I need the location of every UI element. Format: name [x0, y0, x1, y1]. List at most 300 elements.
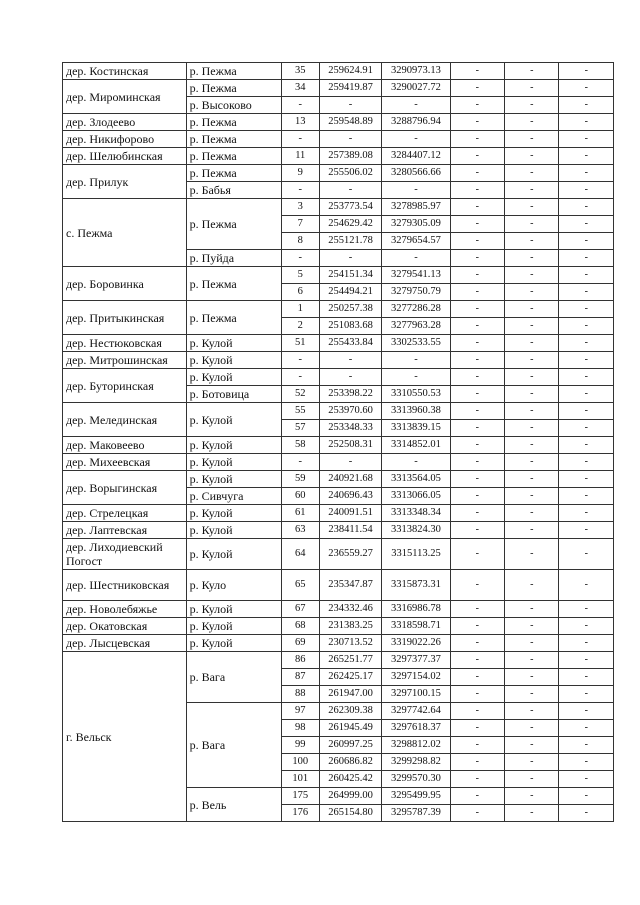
coordinate-y-cell: -	[382, 369, 450, 386]
settlement-cell: дер. Митрошинская	[63, 352, 187, 369]
point-number-cell: 98	[281, 720, 319, 737]
point-number-cell: 68	[281, 618, 319, 635]
value-cell-3: -	[559, 233, 614, 250]
coordinate-y-cell: 3288796.94	[382, 114, 450, 131]
point-number-cell: 57	[281, 420, 319, 437]
point-number-cell: -	[281, 131, 319, 148]
value-cell-2: -	[505, 216, 559, 233]
table-row	[63, 369, 614, 386]
settlement-cell: дер. Мелединская	[63, 403, 187, 437]
value-cell-2: -	[505, 318, 559, 335]
coordinate-x-cell: 255121.78	[319, 233, 382, 250]
value-cell-2: -	[505, 250, 559, 267]
value-cell-1: -	[450, 97, 504, 114]
river-cell: р. Кулой	[186, 454, 281, 471]
point-number-cell: -	[281, 182, 319, 199]
coordinate-y-cell: 3295787.39	[382, 805, 450, 822]
coordinate-x-cell: 240091.51	[319, 505, 382, 522]
point-number-cell: 35	[281, 63, 319, 80]
value-cell-1: -	[450, 754, 504, 771]
document-page	[62, 62, 614, 822]
value-cell-3: -	[559, 63, 614, 80]
table-row	[63, 403, 614, 420]
value-cell-1: -	[450, 352, 504, 369]
table-row	[63, 199, 614, 216]
value-cell-3: -	[559, 335, 614, 352]
value-cell-3: -	[559, 635, 614, 652]
river-cell: р. Пежма	[186, 165, 281, 182]
value-cell-3: -	[559, 570, 614, 601]
coordinate-y-cell: 3315873.31	[382, 570, 450, 601]
coordinate-y-cell: 3313348.34	[382, 505, 450, 522]
coordinate-x-cell: 235347.87	[319, 570, 382, 601]
river-cell: р. Вага	[186, 703, 281, 788]
point-number-cell: -	[281, 369, 319, 386]
value-cell-1: -	[450, 805, 504, 822]
value-cell-3: -	[559, 97, 614, 114]
value-cell-2: -	[505, 539, 559, 570]
value-cell-2: -	[505, 352, 559, 369]
value-cell-3: -	[559, 284, 614, 301]
coordinate-x-cell: -	[319, 250, 382, 267]
river-cell: р. Пежма	[186, 301, 281, 335]
settlement-cell: дер. Ворыгинская	[63, 471, 187, 505]
coordinate-x-cell: 261945.49	[319, 720, 382, 737]
value-cell-1: -	[450, 471, 504, 488]
coordinate-y-cell: 3313564.05	[382, 471, 450, 488]
river-cell: р. Пежма	[186, 114, 281, 131]
settlement-cell: дер. Лаптевская	[63, 522, 187, 539]
value-cell-2: -	[505, 805, 559, 822]
value-cell-2: -	[505, 80, 559, 97]
value-cell-2: -	[505, 233, 559, 250]
value-cell-1: -	[450, 63, 504, 80]
coordinate-y-cell: -	[382, 182, 450, 199]
value-cell-3: -	[559, 80, 614, 97]
coordinate-x-cell: 259548.89	[319, 114, 382, 131]
settlement-cell: дер. Мироминская	[63, 80, 187, 114]
point-number-cell: 175	[281, 788, 319, 805]
point-number-cell: 65	[281, 570, 319, 601]
value-cell-3: -	[559, 471, 614, 488]
value-cell-1: -	[450, 737, 504, 754]
value-cell-1: -	[450, 318, 504, 335]
value-cell-2: -	[505, 148, 559, 165]
value-cell-2: -	[505, 703, 559, 720]
point-number-cell: 99	[281, 737, 319, 754]
coordinate-y-cell: 3318598.71	[382, 618, 450, 635]
value-cell-1: -	[450, 505, 504, 522]
river-cell: р. Пежма	[186, 63, 281, 80]
value-cell-2: -	[505, 386, 559, 403]
value-cell-2: -	[505, 522, 559, 539]
value-cell-1: -	[450, 403, 504, 420]
coordinate-x-cell: 253773.54	[319, 199, 382, 216]
point-number-cell: 59	[281, 471, 319, 488]
value-cell-1: -	[450, 369, 504, 386]
value-cell-2: -	[505, 771, 559, 788]
value-cell-2: -	[505, 369, 559, 386]
coordinate-x-cell: 234332.46	[319, 601, 382, 618]
coordinate-x-cell: -	[319, 352, 382, 369]
value-cell-2: -	[505, 97, 559, 114]
coordinate-x-cell: 259419.87	[319, 80, 382, 97]
value-cell-3: -	[559, 454, 614, 471]
river-cell: р. Кулой	[186, 352, 281, 369]
value-cell-3: -	[559, 669, 614, 686]
point-number-cell: 9	[281, 165, 319, 182]
value-cell-3: -	[559, 488, 614, 505]
coordinate-x-cell: -	[319, 182, 382, 199]
value-cell-1: -	[450, 437, 504, 454]
value-cell-2: -	[505, 114, 559, 131]
value-cell-3: -	[559, 250, 614, 267]
river-cell: р. Кулой	[186, 601, 281, 618]
value-cell-2: -	[505, 505, 559, 522]
point-number-cell: -	[281, 97, 319, 114]
coordinate-x-cell: 265251.77	[319, 652, 382, 669]
coordinate-y-cell: 3290973.13	[382, 63, 450, 80]
value-cell-3: -	[559, 386, 614, 403]
point-number-cell: 176	[281, 805, 319, 822]
point-number-cell: 6	[281, 284, 319, 301]
value-cell-3: -	[559, 420, 614, 437]
value-cell-3: -	[559, 301, 614, 318]
coordinate-x-cell: 254629.42	[319, 216, 382, 233]
value-cell-1: -	[450, 601, 504, 618]
value-cell-1: -	[450, 267, 504, 284]
table-row	[63, 454, 614, 471]
table-row	[63, 618, 614, 635]
value-cell-1: -	[450, 114, 504, 131]
value-cell-2: -	[505, 403, 559, 420]
coordinate-x-cell: 261947.00	[319, 686, 382, 703]
table-row	[63, 131, 614, 148]
table-row	[63, 505, 614, 522]
coordinate-y-cell: 3290027.72	[382, 80, 450, 97]
river-cell: р. Пежма	[186, 199, 281, 250]
value-cell-3: -	[559, 505, 614, 522]
point-number-cell: 13	[281, 114, 319, 131]
value-cell-2: -	[505, 618, 559, 635]
river-cell: р. Вель	[186, 788, 281, 822]
settlement-cell: дер. Новолебяжье	[63, 601, 187, 618]
coordinate-y-cell: 3277286.28	[382, 301, 450, 318]
river-cell: р. Кулой	[186, 505, 281, 522]
point-number-cell: 58	[281, 437, 319, 454]
coordinate-x-cell: 260997.25	[319, 737, 382, 754]
value-cell-3: -	[559, 403, 614, 420]
settlement-cell: дер. Шестниковская	[63, 570, 187, 601]
river-cell: р. Пежма	[186, 267, 281, 301]
point-number-cell: 55	[281, 403, 319, 420]
coordinate-x-cell: 252508.31	[319, 437, 382, 454]
table-row	[63, 80, 614, 97]
settlement-cell: дер. Маковеево	[63, 437, 187, 454]
coordinate-y-cell: 3302533.55	[382, 335, 450, 352]
value-cell-1: -	[450, 703, 504, 720]
coordinate-y-cell: 3297377.37	[382, 652, 450, 669]
point-number-cell: 60	[281, 488, 319, 505]
value-cell-1: -	[450, 454, 504, 471]
table-row	[63, 570, 614, 601]
value-cell-2: -	[505, 267, 559, 284]
point-number-cell: -	[281, 250, 319, 267]
value-cell-2: -	[505, 720, 559, 737]
coordinate-y-cell: 3313960.38	[382, 403, 450, 420]
value-cell-1: -	[450, 788, 504, 805]
value-cell-2: -	[505, 335, 559, 352]
settlement-cell: дер. Злодеево	[63, 114, 187, 131]
coordinate-y-cell: 3277963.28	[382, 318, 450, 335]
value-cell-2: -	[505, 165, 559, 182]
coordinate-x-cell: 236559.27	[319, 539, 382, 570]
value-cell-2: -	[505, 284, 559, 301]
coordinate-y-cell: -	[382, 250, 450, 267]
coordinate-y-cell: 3315113.25	[382, 539, 450, 570]
value-cell-1: -	[450, 635, 504, 652]
coordinate-y-cell: 3313066.05	[382, 488, 450, 505]
river-cell: р. Пежма	[186, 148, 281, 165]
settlement-cell: дер. Боровинка	[63, 267, 187, 301]
settlement-cell: дер. Никифорово	[63, 131, 187, 148]
value-cell-1: -	[450, 301, 504, 318]
river-cell: р. Пежма	[186, 80, 281, 97]
coordinate-y-cell: 3299298.82	[382, 754, 450, 771]
value-cell-2: -	[505, 652, 559, 669]
coordinate-x-cell: 240921.68	[319, 471, 382, 488]
table-row	[63, 539, 614, 570]
point-number-cell: 87	[281, 669, 319, 686]
value-cell-2: -	[505, 471, 559, 488]
coordinate-x-cell: 264999.00	[319, 788, 382, 805]
coordinate-y-cell: 3316986.78	[382, 601, 450, 618]
value-cell-3: -	[559, 754, 614, 771]
table-row	[63, 165, 614, 182]
coordinate-y-cell: -	[382, 97, 450, 114]
point-number-cell: 7	[281, 216, 319, 233]
coordinates-table	[62, 62, 614, 822]
point-number-cell: 61	[281, 505, 319, 522]
value-cell-1: -	[450, 669, 504, 686]
value-cell-3: -	[559, 771, 614, 788]
value-cell-1: -	[450, 199, 504, 216]
value-cell-3: -	[559, 652, 614, 669]
river-cell: р. Пежма	[186, 131, 281, 148]
point-number-cell: -	[281, 454, 319, 471]
coordinate-x-cell: 254494.21	[319, 284, 382, 301]
value-cell-1: -	[450, 335, 504, 352]
coordinate-x-cell: 260425.42	[319, 771, 382, 788]
table-row	[63, 437, 614, 454]
coordinate-y-cell: 3299570.30	[382, 771, 450, 788]
settlement-cell: дер. Лиходиевский Погост	[63, 539, 187, 570]
value-cell-3: -	[559, 369, 614, 386]
value-cell-3: -	[559, 165, 614, 182]
value-cell-1: -	[450, 233, 504, 250]
river-cell: р. Кулой	[186, 522, 281, 539]
river-cell: р. Сивчуга	[186, 488, 281, 505]
table-row	[63, 471, 614, 488]
coordinate-y-cell: 3279305.09	[382, 216, 450, 233]
value-cell-1: -	[450, 250, 504, 267]
coordinate-x-cell: 257389.08	[319, 148, 382, 165]
river-cell: р. Кулой	[186, 403, 281, 437]
point-number-cell: 69	[281, 635, 319, 652]
table-row	[63, 352, 614, 369]
coordinate-x-cell: 255433.84	[319, 335, 382, 352]
point-number-cell: 86	[281, 652, 319, 669]
value-cell-3: -	[559, 182, 614, 199]
value-cell-1: -	[450, 148, 504, 165]
value-cell-2: -	[505, 737, 559, 754]
point-number-cell: 5	[281, 267, 319, 284]
coordinate-y-cell: 3279541.13	[382, 267, 450, 284]
value-cell-2: -	[505, 131, 559, 148]
coordinate-x-cell: 253970.60	[319, 403, 382, 420]
coordinate-y-cell: 3298812.02	[382, 737, 450, 754]
coordinate-x-cell: 254151.34	[319, 267, 382, 284]
coordinate-y-cell: 3297154.02	[382, 669, 450, 686]
value-cell-1: -	[450, 131, 504, 148]
value-cell-2: -	[505, 199, 559, 216]
coordinate-y-cell: 3297100.15	[382, 686, 450, 703]
value-cell-3: -	[559, 522, 614, 539]
value-cell-2: -	[505, 301, 559, 318]
value-cell-2: -	[505, 437, 559, 454]
point-number-cell: 64	[281, 539, 319, 570]
settlement-cell: дер. Стрелецкая	[63, 505, 187, 522]
settlement-cell: дер. Михеевская	[63, 454, 187, 471]
table-row	[63, 652, 614, 669]
value-cell-3: -	[559, 703, 614, 720]
settlement-cell: г. Вельск	[63, 652, 187, 822]
coordinate-y-cell: -	[382, 131, 450, 148]
value-cell-3: -	[559, 216, 614, 233]
point-number-cell: 8	[281, 233, 319, 250]
coordinate-y-cell: 3313824.30	[382, 522, 450, 539]
value-cell-1: -	[450, 386, 504, 403]
coordinate-y-cell: 3297742.64	[382, 703, 450, 720]
coordinate-y-cell: 3280566.66	[382, 165, 450, 182]
value-cell-2: -	[505, 754, 559, 771]
coordinate-y-cell: 3314852.01	[382, 437, 450, 454]
table-row	[63, 301, 614, 318]
settlement-cell: дер. Костинская	[63, 63, 187, 80]
value-cell-2: -	[505, 788, 559, 805]
table-body	[63, 63, 614, 822]
river-cell: р. Кулой	[186, 539, 281, 570]
value-cell-3: -	[559, 720, 614, 737]
coordinate-x-cell: 238411.54	[319, 522, 382, 539]
table-row	[63, 335, 614, 352]
point-number-cell: 2	[281, 318, 319, 335]
table-row	[63, 63, 614, 80]
point-number-cell: 1	[281, 301, 319, 318]
coordinate-y-cell: 3310550.53	[382, 386, 450, 403]
value-cell-1: -	[450, 80, 504, 97]
coordinate-x-cell: 253398.22	[319, 386, 382, 403]
table-row	[63, 601, 614, 618]
settlement-cell: дер. Лысцевская	[63, 635, 187, 652]
value-cell-2: -	[505, 420, 559, 437]
point-number-cell: 11	[281, 148, 319, 165]
value-cell-3: -	[559, 267, 614, 284]
coordinate-y-cell: 3278985.97	[382, 199, 450, 216]
value-cell-3: -	[559, 805, 614, 822]
value-cell-1: -	[450, 488, 504, 505]
coordinate-y-cell: 3279750.79	[382, 284, 450, 301]
settlement-cell: с. Пежма	[63, 199, 187, 267]
coordinate-y-cell: 3319022.26	[382, 635, 450, 652]
point-number-cell: 34	[281, 80, 319, 97]
value-cell-3: -	[559, 148, 614, 165]
value-cell-1: -	[450, 539, 504, 570]
coordinate-x-cell: 259624.91	[319, 63, 382, 80]
table-row	[63, 148, 614, 165]
value-cell-3: -	[559, 131, 614, 148]
value-cell-2: -	[505, 454, 559, 471]
value-cell-3: -	[559, 199, 614, 216]
river-cell: р. Кулой	[186, 635, 281, 652]
value-cell-1: -	[450, 570, 504, 601]
coordinate-x-cell: -	[319, 454, 382, 471]
coordinate-x-cell: 231383.25	[319, 618, 382, 635]
river-cell: р. Куло	[186, 570, 281, 601]
coordinate-y-cell: 3279654.57	[382, 233, 450, 250]
value-cell-3: -	[559, 788, 614, 805]
settlement-cell: дер. Буторинская	[63, 369, 187, 403]
coordinate-x-cell: 253348.33	[319, 420, 382, 437]
value-cell-3: -	[559, 686, 614, 703]
table-row	[63, 522, 614, 539]
point-number-cell: 101	[281, 771, 319, 788]
coordinate-y-cell: 3313839.15	[382, 420, 450, 437]
value-cell-1: -	[450, 771, 504, 788]
coordinate-y-cell: 3284407.12	[382, 148, 450, 165]
value-cell-3: -	[559, 318, 614, 335]
point-number-cell: 3	[281, 199, 319, 216]
coordinate-x-cell: 240696.43	[319, 488, 382, 505]
river-cell: р. Кулой	[186, 471, 281, 488]
point-number-cell: 100	[281, 754, 319, 771]
value-cell-1: -	[450, 686, 504, 703]
value-cell-2: -	[505, 669, 559, 686]
settlement-cell: дер. Шелюбинская	[63, 148, 187, 165]
coordinate-x-cell: 230713.52	[319, 635, 382, 652]
table-row	[63, 114, 614, 131]
coordinate-y-cell: 3295499.95	[382, 788, 450, 805]
value-cell-1: -	[450, 720, 504, 737]
value-cell-3: -	[559, 352, 614, 369]
value-cell-3: -	[559, 601, 614, 618]
river-cell: р. Кулой	[186, 369, 281, 386]
value-cell-2: -	[505, 570, 559, 601]
coordinate-y-cell: -	[382, 352, 450, 369]
value-cell-1: -	[450, 165, 504, 182]
river-cell: р. Кулой	[186, 618, 281, 635]
value-cell-1: -	[450, 522, 504, 539]
coordinate-x-cell: 262309.38	[319, 703, 382, 720]
value-cell-1: -	[450, 420, 504, 437]
value-cell-2: -	[505, 686, 559, 703]
river-cell: р. Бабья	[186, 182, 281, 199]
value-cell-1: -	[450, 216, 504, 233]
settlement-cell: дер. Прилук	[63, 165, 187, 199]
river-cell: р. Высоково	[186, 97, 281, 114]
river-cell: р. Кулой	[186, 437, 281, 454]
value-cell-2: -	[505, 488, 559, 505]
